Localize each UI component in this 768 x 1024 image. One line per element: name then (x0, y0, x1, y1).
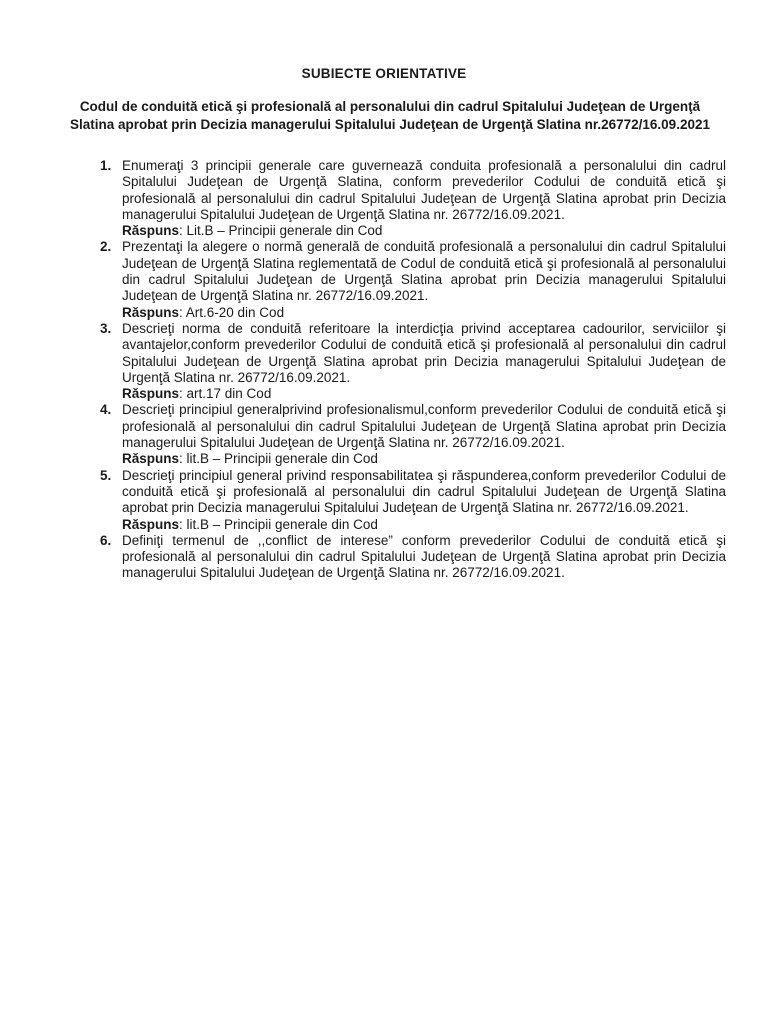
question-number: 4. (100, 402, 112, 418)
question-number: 3. (100, 320, 112, 336)
question-number: 6. (100, 532, 112, 548)
question-text: Descrieţi principiul general privind responsabilitatea şi răspunderea,conform prevederilor Codului de conduită etică şi profesională al personalului din cadrul Spitalului Judeţean de Urgenţă Slatina aprobat prin Decizia managerului Spitalului Judeţean de Urgenţă Slatina nr. 26772/16.09.2021. (122, 467, 726, 516)
question-text: Definiţi termenul de ,,conflict de interese” conform prevederilor Codului de conduită etică şi profesională al personalului din cadrul Spitalului Judeţean de Urgenţă Slatina aprobat prin Decizia managerului Spitalului Judeţean de Urgenţă Slatina nr. 26772/16.09.2021. (122, 532, 726, 581)
question-item-3 (90, 321, 726, 402)
question-answer (122, 223, 726, 239)
answer-label: Răspuns (122, 386, 180, 402)
question-number: 1. (100, 158, 112, 173)
document-title: SUBIECTE ORIENTATIVE (301, 66, 467, 81)
answer-label: Răspuns (122, 304, 180, 320)
answer-value: : art.17 din Cod (179, 386, 272, 402)
question-list (90, 158, 726, 582)
question-item-6 (90, 533, 726, 582)
answer-value: : Art.6-20 din Cod (179, 304, 285, 320)
question-text: Descrieţi principiul generalprivind profesionalismul,conform prevederilor Codului de conduită etică şi profesională al personalului din cadrul Spitalului Judeţean de Urgenţă Slatina aprobat prin Decizia managerului Spitalului Judeţean de Urgenţă Slatina nr. 26772/16.09.2021. (122, 402, 726, 451)
answer-label: Răspuns (122, 516, 180, 532)
question-text: Enumeraţi 3 principii generale care guvernează conduita profesională a personalului din cadrul Spitalului Judeţean de Urgenţă Slatina, conform prevederilor Codului de conduită etică şi profesională al personalului din cadrul Spitalului Judeţean de Urgenţă Slatina aprobat prin Decizia managerului Spitalului Judeţean de Urgenţă Slatina nr. 26772/16.09.2021. (122, 158, 726, 222)
answer-label: Răspuns (122, 223, 180, 239)
document-subtitle: Codul de conduită etică şi profesională al personalului din cadrul Spitalului Judeţean de Urgenţă Slatina aprobat prin Decizia managerului Spitalului Judeţean de Urgenţă Slatina nr.26772/16.09.2021 (70, 99, 710, 132)
question-answer (122, 305, 726, 321)
answer-value: : lit.B – Principii generale din Cod (179, 516, 378, 532)
question-text: Prezentaţi la alegere o normă generală de conduită profesională a personalului din cadrul Spitalului Judeţean de Urgenţă Slatina reglementată de Codul de conduită etică şi profesională al personalului din cadrul Spitalului Judeţean de Urgenţă Slatina aprobat prin Decizia managerului Spitalului Judeţean de Urgenţă Slatina nr. 26772/16.09.2021. (122, 239, 726, 304)
question-item-5 (90, 468, 726, 533)
question-answer (122, 451, 726, 467)
answer-label: Răspuns (122, 451, 180, 467)
question-text: Descrieţi norma de conduită referitoare la interdicţia privind acceptarea cadourilor, serviciilor şi avantajelor,conform prevederilor Codului de conduită etică şi profesională al personalului din cadrul Spitalului Judeţean de Urgenţă Slatina aprobat prin Decizia managerului Spitalului Judeţean de Urgenţă Slatina nr. 26772/16.09.2021. (122, 320, 726, 385)
question-number: 2. (100, 239, 112, 255)
question-number: 5. (100, 467, 112, 483)
question-item-4 (90, 402, 726, 467)
answer-value: : Lit.B – Principii generale din Cod (179, 223, 383, 239)
answer-value: : lit.B – Principii generale din Cod (179, 451, 378, 467)
question-answer (122, 517, 726, 533)
question-item-1 (90, 158, 726, 239)
question-answer (122, 386, 726, 402)
question-item-2 (90, 239, 726, 320)
